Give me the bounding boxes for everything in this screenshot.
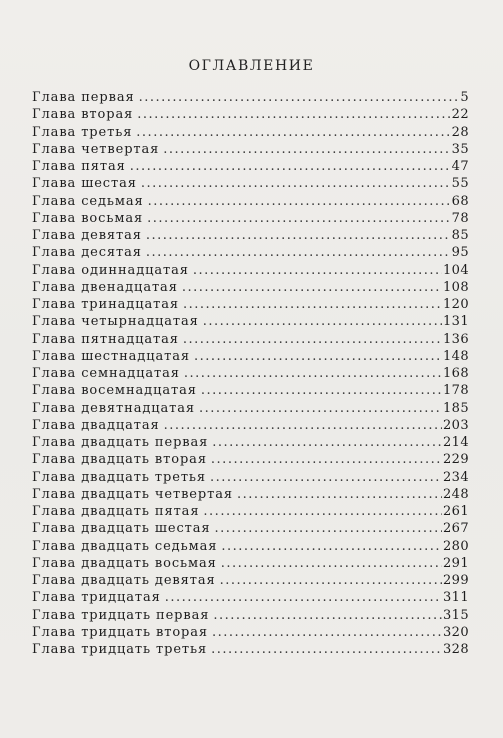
dot-leader — [213, 607, 442, 624]
toc-entry-title: Глава четырнадцатая — [32, 314, 199, 330]
toc-entry-page-number: 47 — [451, 159, 469, 174]
dot-leader — [199, 400, 442, 417]
toc-entry-title: Глава двадцать вторая — [32, 452, 207, 468]
dot-leader — [210, 469, 442, 486]
toc-entry-page-number: 148 — [442, 348, 469, 364]
toc-entry-title: Глава двадцать девятая — [32, 573, 216, 588]
toc-entry-title: Глава тринадцатая — [32, 297, 179, 312]
toc-entry-title: Глава шестнадцатая — [32, 348, 190, 364]
toc-entry — [32, 210, 469, 227]
toc-entry — [32, 296, 469, 313]
toc-entry-title: Глава седьмая — [32, 193, 144, 209]
toc-entry — [32, 193, 469, 210]
toc-entry-page-number: 311 — [442, 590, 469, 606]
dot-leader — [220, 572, 442, 589]
toc-entry-page-number: 267 — [442, 521, 469, 537]
toc-entry-page-number: 328 — [442, 642, 469, 657]
toc-entry-page-number: 168 — [442, 366, 469, 381]
toc-entry-page-number: 229 — [442, 452, 469, 468]
toc-entry-page-number: 35 — [451, 141, 469, 157]
toc-entry-page-number: 85 — [451, 228, 469, 243]
toc-entry — [32, 486, 469, 503]
toc-entry-page-number: 55 — [451, 176, 469, 192]
toc-entry-title: Глава двадцать восьмая — [32, 555, 217, 571]
toc-entry-title: Глава пятнадцатая — [32, 331, 179, 347]
toc-entry-page-number: 95 — [451, 245, 469, 261]
dot-leader — [221, 538, 442, 555]
toc-entry-title: Глава тридцать первая — [32, 607, 210, 623]
dot-leader — [146, 244, 451, 261]
toc-entry-title: Глава десятая — [32, 245, 142, 261]
dot-leader — [203, 313, 442, 330]
toc-entry-title: Глава двадцать седьмая — [32, 538, 218, 554]
toc-entry-page-number: 203 — [442, 417, 469, 433]
toc-entry-page-number: 108 — [442, 279, 469, 295]
toc-entry — [32, 503, 469, 520]
toc-entry — [32, 434, 469, 451]
toc-entry-title: Глава двадцать пятая — [32, 504, 200, 519]
dot-leader — [215, 520, 442, 537]
toc-entry-title: Глава первая — [32, 90, 135, 105]
toc-entry-title: Глава вторая — [32, 107, 134, 123]
toc-entry-title: Глава пятая — [32, 159, 126, 174]
toc-entry — [32, 572, 469, 589]
page-title: ОГЛАВЛЕНИЕ — [188, 58, 315, 74]
dot-leader — [163, 141, 450, 158]
toc-entry — [32, 244, 469, 261]
toc-entry-page-number: 185 — [442, 400, 469, 416]
dot-leader — [211, 451, 442, 468]
toc-entry — [32, 555, 469, 572]
toc-entry-title: Глава двадцать шестая — [32, 521, 211, 537]
dot-leader — [141, 175, 451, 192]
toc-entry — [32, 365, 469, 382]
toc-entry-page-number: 104 — [442, 262, 469, 278]
toc-entry-page-number: 28 — [451, 124, 469, 140]
toc-entry-page-number: 320 — [442, 624, 469, 640]
dot-leader — [203, 503, 442, 520]
toc-entry-page-number: 280 — [442, 538, 469, 554]
dot-leader — [221, 555, 442, 572]
toc-entry — [32, 400, 469, 417]
toc-entry-title: Глава двадцать первая — [32, 435, 209, 450]
toc-entry — [32, 262, 469, 279]
table-of-contents — [32, 89, 469, 658]
dot-leader — [184, 365, 442, 382]
toc-entry-title: Глава тридцать третья — [32, 642, 208, 657]
toc-entry-page-number: 234 — [442, 469, 469, 485]
dot-leader — [211, 641, 442, 658]
toc-entry-page-number: 214 — [442, 435, 469, 450]
dot-leader — [183, 296, 442, 313]
toc-entry-title: Глава семнадцатая — [32, 366, 180, 381]
toc-entry-page-number: 68 — [451, 193, 469, 209]
dot-leader — [139, 89, 460, 106]
dot-leader — [182, 279, 442, 296]
toc-entry-page-number: 315 — [442, 607, 469, 623]
toc-entry-title: Глава одиннадцатая — [32, 262, 189, 278]
dot-leader — [193, 262, 442, 279]
toc-entry — [32, 348, 469, 365]
dot-leader — [146, 227, 451, 244]
dot-leader — [148, 193, 451, 210]
toc-entry — [32, 124, 469, 141]
toc-entry-title: Глава тридцатая — [32, 590, 161, 606]
toc-entry — [32, 89, 469, 106]
toc-entry — [32, 382, 469, 399]
dot-leader — [165, 589, 442, 606]
dot-leader — [183, 331, 442, 348]
toc-entry-title: Глава девятнадцатая — [32, 400, 196, 416]
toc-entry — [32, 331, 469, 348]
toc-entry-page-number: 22 — [451, 107, 469, 123]
toc-entry-title: Глава тридцать вторая — [32, 624, 209, 640]
dot-leader — [194, 348, 442, 365]
toc-entry — [32, 607, 469, 624]
dot-leader — [147, 210, 451, 227]
toc-entry-title: Глава четвертая — [32, 141, 160, 157]
toc-entry-page-number: 299 — [442, 573, 469, 588]
dot-leader — [212, 624, 442, 641]
toc-entry — [32, 141, 469, 158]
dot-leader — [130, 158, 451, 175]
toc-entry — [32, 624, 469, 641]
toc-entry-page-number: 178 — [442, 383, 469, 399]
toc-entry-page-number: 78 — [451, 210, 469, 226]
toc-entry — [32, 641, 469, 658]
toc-entry-page-number: 248 — [442, 486, 469, 502]
toc-entry — [32, 520, 469, 537]
toc-entry-title: Глава шестая — [32, 176, 137, 192]
toc-entry — [32, 469, 469, 486]
toc-entry — [32, 175, 469, 192]
toc-entry — [32, 451, 469, 468]
toc-entry-page-number: 291 — [442, 555, 469, 571]
toc-entry-title: Глава двадцатая — [32, 417, 160, 433]
toc-entry — [32, 279, 469, 296]
toc-entry-page-number: 5 — [460, 90, 469, 105]
toc-entry-page-number: 131 — [442, 314, 469, 330]
toc-entry-title: Глава двадцать четвертая — [32, 486, 233, 502]
dot-leader — [136, 124, 450, 141]
toc-entry — [32, 589, 469, 606]
toc-entry-title: Глава восемнадцатая — [32, 383, 197, 399]
toc-entry-title: Глава восьмая — [32, 210, 144, 226]
dot-leader — [164, 417, 442, 434]
toc-entry-page-number: 261 — [442, 504, 469, 519]
toc-entry-page-number: 136 — [442, 331, 469, 347]
toc-entry-title: Глава девятая — [32, 228, 142, 243]
toc-entry — [32, 158, 469, 175]
toc-entry — [32, 106, 469, 123]
toc-entry — [32, 538, 469, 555]
toc-entry — [32, 227, 469, 244]
toc-entry-title: Глава двадцать третья — [32, 469, 206, 485]
toc-entry-title: Глава двенадцатая — [32, 279, 178, 295]
dot-leader — [212, 434, 442, 451]
dot-leader — [137, 106, 450, 123]
toc-entry — [32, 313, 469, 330]
toc-entry — [32, 417, 469, 434]
toc-entry-title: Глава третья — [32, 124, 133, 140]
toc-entry-page-number: 120 — [442, 297, 469, 312]
dot-leader — [237, 486, 442, 503]
dot-leader — [201, 382, 442, 399]
